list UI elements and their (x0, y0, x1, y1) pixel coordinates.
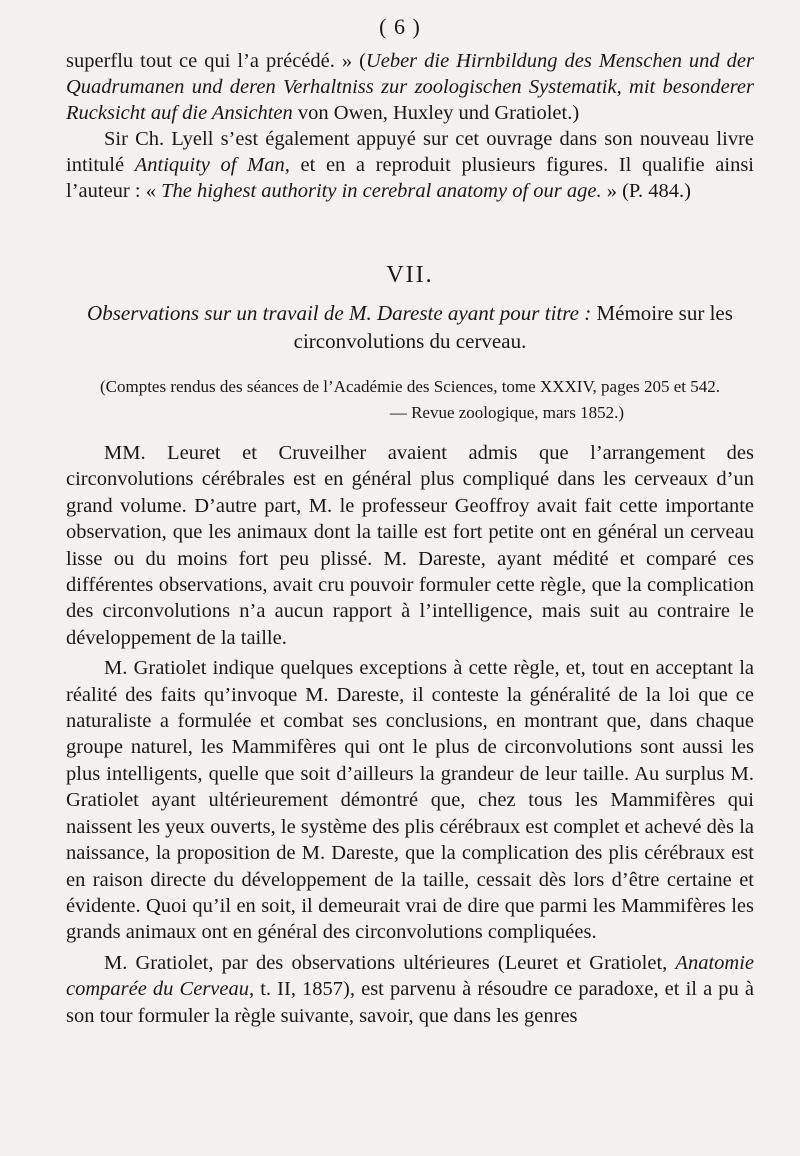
section-title-italic: Observations sur un travail de M. Dareste ayant pour titre : (87, 301, 592, 325)
body-block (66, 440, 754, 1029)
section-title (66, 299, 754, 355)
page-number: ( 6 ) (379, 14, 421, 39)
reference-line-2: — Revue zoologique, mars 1852.) (389, 403, 624, 422)
body-paragraph-1: MM. Leuret et Cruveilher avaient admis que l’arrangement des circonvolutions cérébrales est en général plus compliqué dans les cerveaux d’un grand volume. D’autre part, M. le professeur Geoffroy avait fait cette importante observation, que les animaux dont la taille est fort petite ont en général un cerveau lisse ou du moins fort peu plissé. M. Dareste, ayant médité et comparé ces différentes observations, avait cru pouvoir formuler cette règle, que la complication des circonvolutions n’a aucun rapport à l’intelligence, mais suit au contraire le développement de la taille. (66, 442, 754, 649)
body-p3-text-b: t. II, 1857), est parvenu à résoudre ce paradoxe, et il a pu à son tour formuler la règle suivante, savoir, que dans les genres (66, 978, 754, 1027)
intro-p1-text: superflu tout ce qui l’a précédé. » ( (66, 50, 366, 72)
intro-block (66, 48, 754, 204)
intro-p2-book-title: Antiquity of Man, (134, 154, 290, 176)
intro-p2-text-c: » (P. 484.) (601, 180, 692, 202)
body-p3-text: M. Gratiolet, par des observations ultérieures (Leuret et Gratiolet, (104, 951, 676, 974)
section-title-rest: Mémoire sur les circonvolutions du cerveau. (293, 301, 733, 353)
intro-p1-end: von Owen, Huxley und Gratiolet.) (292, 102, 580, 124)
intro-paragraph-2 (66, 126, 754, 204)
section-number: VII. (386, 262, 434, 288)
section-heading (66, 262, 754, 355)
reference-citation (66, 374, 754, 426)
body-paragraph-3 (66, 950, 754, 1029)
reference-line-1: (Comptes rendus des séances de l’Académie des Sciences, tome XXXIV, pages 205 et 542. (99, 377, 721, 396)
intro-p2-quote: The highest authority in cerebral anatomy of our age. (161, 180, 602, 202)
intro-p2-text-b: et en a reproduit plusieurs figures. Il qualifie ainsi l’auteur : « (66, 154, 755, 202)
intro-paragraph-1 (66, 48, 754, 126)
intro-p2-text: Sir Ch. Lyell s’est également appuyé sur cet ouvrage dans son nouveau livre intitulé (66, 128, 754, 176)
intro-p1-german-title: Ueber die Hirnbildung des Menschen und der Quadrumanen und deren Verhaltniss zur zoologischen Systematik, mit besonderer Rucksicht auf die Ansichten (66, 50, 754, 124)
body-paragraph-2: M. Gratiolet indique quelques exceptions à cette règle, et, tout en acceptant la réalité des faits qu’invoque M. Dareste, il conteste la généralité de la loi que ce naturaliste a formulée et combat ses conclusions, en montrant que, dans chaque groupe naturel, les Mammifères qui ont le plus de circonvolutions sont aussi les plus intelligents, quelle que soit d’ailleurs la grandeur de leur taille. Au surplus M. Gratiolet ayant ultérieurement démontré que, chez tous les Mammifères qui naissent les yeux ouverts, le système des plis cérébraux est complet et achevé dès la naissance, la proposition de M. Dareste, que la complication des plis cérébraux est en raison directe du développement de la taille, cessait dès lors d’être certaine et évidente. Quoi qu’il en soit, il demeurait vrai de dire que parmi les Mammifères les grands animaux ont en général des circonvolutions compliquées. (66, 657, 754, 944)
body-p3-book-title: Anatomie comparée du Cerveau, (66, 951, 754, 1001)
